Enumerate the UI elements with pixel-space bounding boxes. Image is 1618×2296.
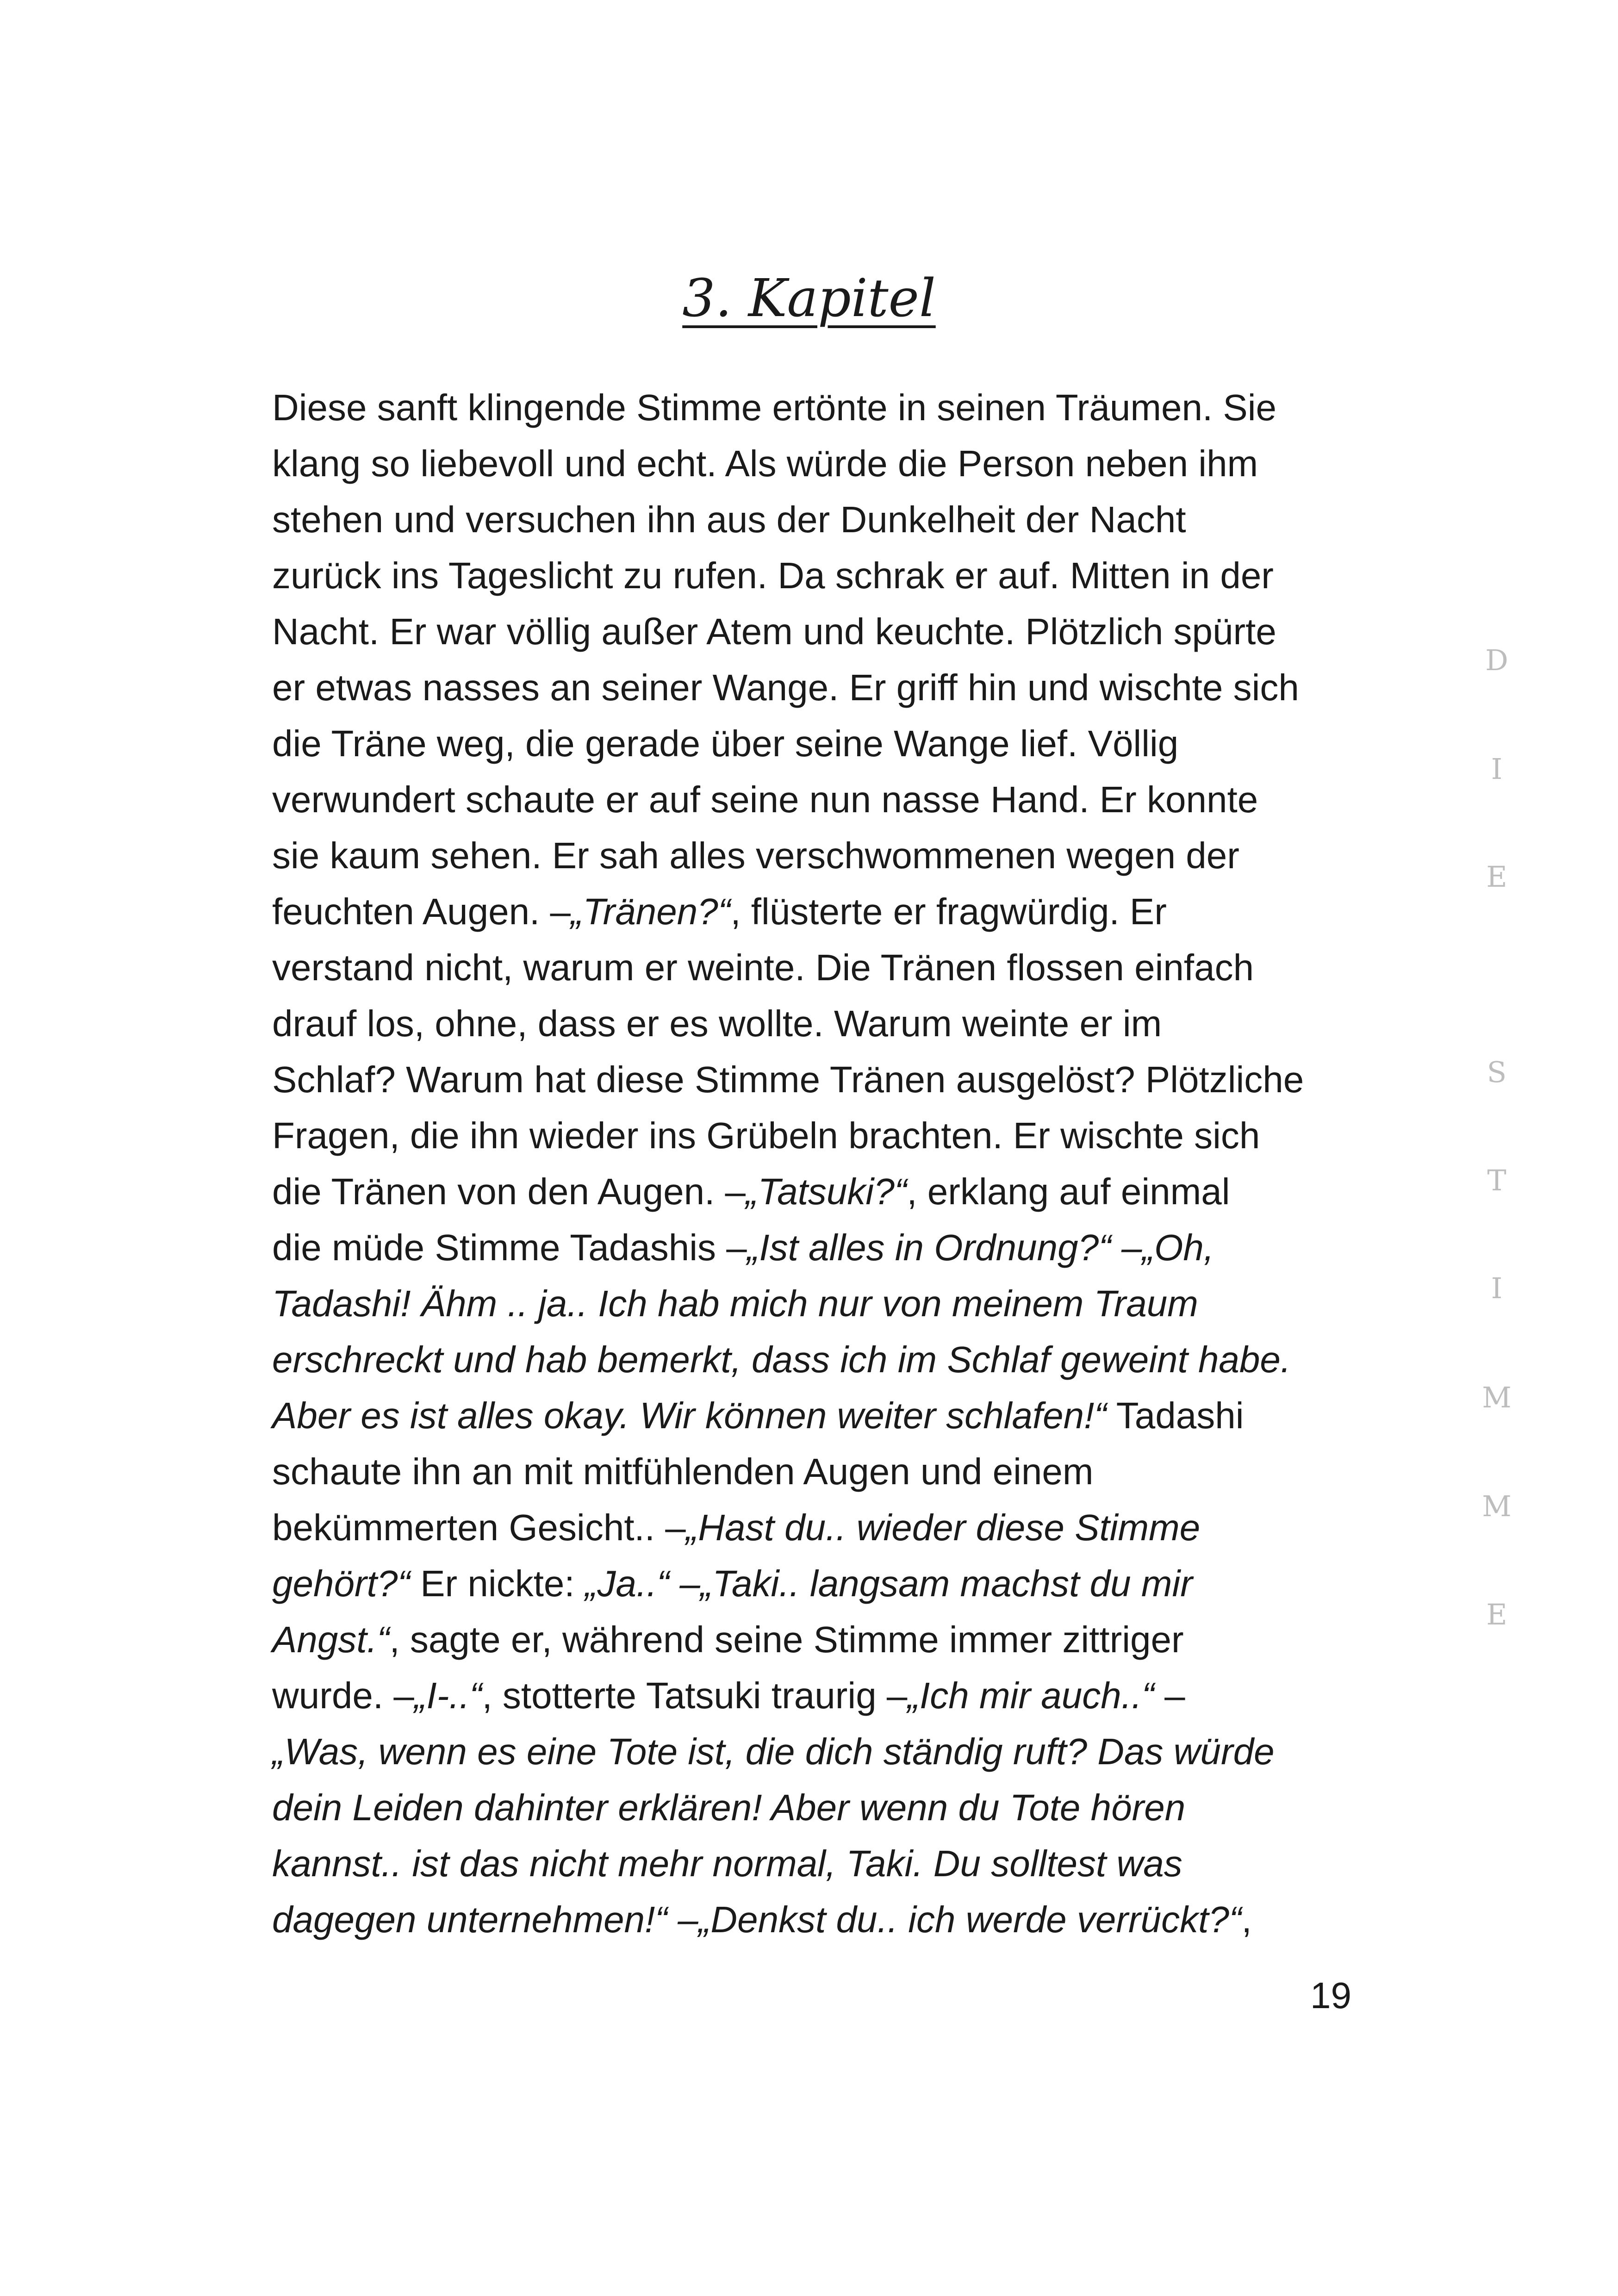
text-line xyxy=(272,1668,1374,1724)
text-line xyxy=(272,604,1374,660)
text-line xyxy=(272,1444,1374,1500)
side-letter: D xyxy=(1485,643,1508,677)
text-line xyxy=(272,772,1374,828)
text-line xyxy=(272,1892,1374,1948)
chapter-title-text: 3. Kapitel xyxy=(682,268,936,329)
italic-dialogue-segment: „I-..“ xyxy=(414,1675,482,1716)
italic-dialogue-segment: Tadashi! Ähm .. ja.. Ich hab mich nur von meinem Traum xyxy=(272,1283,1198,1324)
text-line xyxy=(272,1500,1374,1556)
text-segment: , sagte er, während seine Stimme immer zittriger xyxy=(389,1619,1184,1660)
text-line xyxy=(272,828,1374,884)
text-segment: , stotterte Tatsuki traurig – xyxy=(482,1675,908,1716)
text-segment: , erklang auf einmal xyxy=(907,1171,1230,1212)
italic-dialogue-segment: Aber es ist alles okay. Wir können weiter schlafen!“ xyxy=(272,1395,1107,1436)
text-line xyxy=(272,1332,1374,1388)
italic-dialogue-segment: „Tränen?“ xyxy=(571,891,731,932)
text-line xyxy=(272,996,1374,1052)
text-line xyxy=(272,1612,1374,1668)
text-segment: – xyxy=(1154,1675,1185,1716)
side-letter: T xyxy=(1487,1164,1506,1197)
text-segment: , xyxy=(1241,1899,1252,1940)
text-segment: feuchten Augen. – xyxy=(272,891,571,932)
text-line xyxy=(272,1052,1374,1108)
text-segment: , flüsterte er fragwürdig. Er xyxy=(730,891,1167,932)
italic-dialogue-segment: „Was, wenn es eine Tote ist, die dich ständig ruft? Das würde xyxy=(272,1731,1275,1772)
text-line xyxy=(272,548,1374,604)
text-segment: die müde Stimme Tadashis – xyxy=(272,1227,747,1268)
text-line xyxy=(272,884,1374,940)
text-segment: Diese sanft klingende Stimme ertönte in seinen Träumen. Sie xyxy=(272,387,1277,428)
italic-dialogue-segment: „Ist alles in Ordnung?“ –„Oh, xyxy=(747,1227,1214,1268)
text-segment: schaute ihn an mit mitfühlenden Augen und einem xyxy=(272,1451,1094,1492)
text-line xyxy=(272,1724,1374,1780)
side-letter: I xyxy=(1491,752,1503,786)
text-line xyxy=(272,940,1374,996)
text-line xyxy=(272,1108,1374,1164)
text-segment: er etwas nasses an seiner Wange. Er griff hin und wischte sich xyxy=(272,667,1299,708)
italic-dialogue-segment: „Ich mir auch..“ xyxy=(907,1675,1154,1716)
text-line xyxy=(272,436,1374,492)
page-number: 19 xyxy=(1310,1975,1351,2016)
italic-dialogue-segment: „Hast du.. wieder diese Stimme xyxy=(685,1507,1201,1548)
text-line xyxy=(272,1388,1374,1444)
text-segment: verwundert schaute er auf seine nun nasse Hand. Er konnte xyxy=(272,779,1258,820)
side-letter: M xyxy=(1482,1489,1512,1523)
text-segment: zurück ins Tageslicht zu rufen. Da schrak er auf. Mitten in der xyxy=(272,555,1274,596)
chapter-body-text xyxy=(272,380,1374,1948)
text-segment: Schlaf? Warum hat diese Stimme Tränen ausgelöst? Plötzliche xyxy=(272,1059,1304,1100)
text-segment: bekümmerten Gesicht.. – xyxy=(272,1507,686,1548)
italic-dialogue-segment: dagegen unternehmen!“ –„Denkst du.. ich werde verrückt?“ xyxy=(272,1899,1242,1940)
text-line xyxy=(272,716,1374,772)
side-letter: E xyxy=(1486,1598,1507,1631)
italic-dialogue-segment: kannst.. ist das nicht mehr normal, Taki. Du solltest was xyxy=(272,1843,1182,1884)
side-letter: S xyxy=(1487,1055,1507,1089)
text-line xyxy=(272,1276,1374,1332)
side-letter: E xyxy=(1486,860,1507,894)
text-segment: die Träne weg, die gerade über seine Wange lief. Völlig xyxy=(272,723,1179,764)
text-segment: Tadashi xyxy=(1107,1395,1244,1436)
italic-dialogue-segment: dein Leiden dahinter erklären! Aber wenn du Tote hören xyxy=(272,1787,1186,1828)
italic-dialogue-segment: „Tatsuki?“ xyxy=(746,1171,907,1212)
text-line xyxy=(272,1836,1374,1892)
side-letter: M xyxy=(1482,1381,1512,1414)
text-segment: Fragen, die ihn wieder ins Grübeln brachten. Er wischte sich xyxy=(272,1115,1260,1156)
side-letter: I xyxy=(1491,1271,1503,1305)
text-segment: klang so liebevoll und echt. Als würde die Person neben ihm xyxy=(272,443,1258,484)
text-segment: stehen und versuchen ihn aus der Dunkelheit der Nacht xyxy=(272,499,1186,540)
text-segment: Er nickte: xyxy=(410,1563,585,1604)
text-line xyxy=(272,1164,1374,1220)
italic-dialogue-segment: gehört?“ xyxy=(272,1563,410,1604)
text-line xyxy=(272,492,1374,548)
text-line xyxy=(272,380,1374,436)
text-line xyxy=(272,1556,1374,1612)
italic-dialogue-segment: Angst.“ xyxy=(272,1619,390,1660)
text-line xyxy=(272,1780,1374,1836)
italic-dialogue-segment: erschreckt und hab bemerkt, dass ich im Schlaf geweint habe. xyxy=(272,1339,1291,1380)
text-segment: drauf los, ohne, dass er es wollte. Warum weinte er im xyxy=(272,1003,1162,1044)
text-segment: die Tränen von den Augen. – xyxy=(272,1171,746,1212)
text-segment: verstand nicht, warum er weinte. Die Tränen flossen einfach xyxy=(272,947,1254,988)
text-segment: Nacht. Er war völlig außer Atem und keuchte. Plötzlich spürte xyxy=(272,611,1276,652)
text-segment: sie kaum sehen. Er sah alles verschwommenen wegen der xyxy=(272,835,1239,876)
italic-dialogue-segment: „Ja..“ –„Taki.. langsam machst du mir xyxy=(585,1563,1193,1604)
text-segment: wurde. – xyxy=(272,1675,414,1716)
text-line xyxy=(272,660,1374,716)
text-line xyxy=(272,1220,1374,1276)
chapter-title xyxy=(0,268,1618,329)
